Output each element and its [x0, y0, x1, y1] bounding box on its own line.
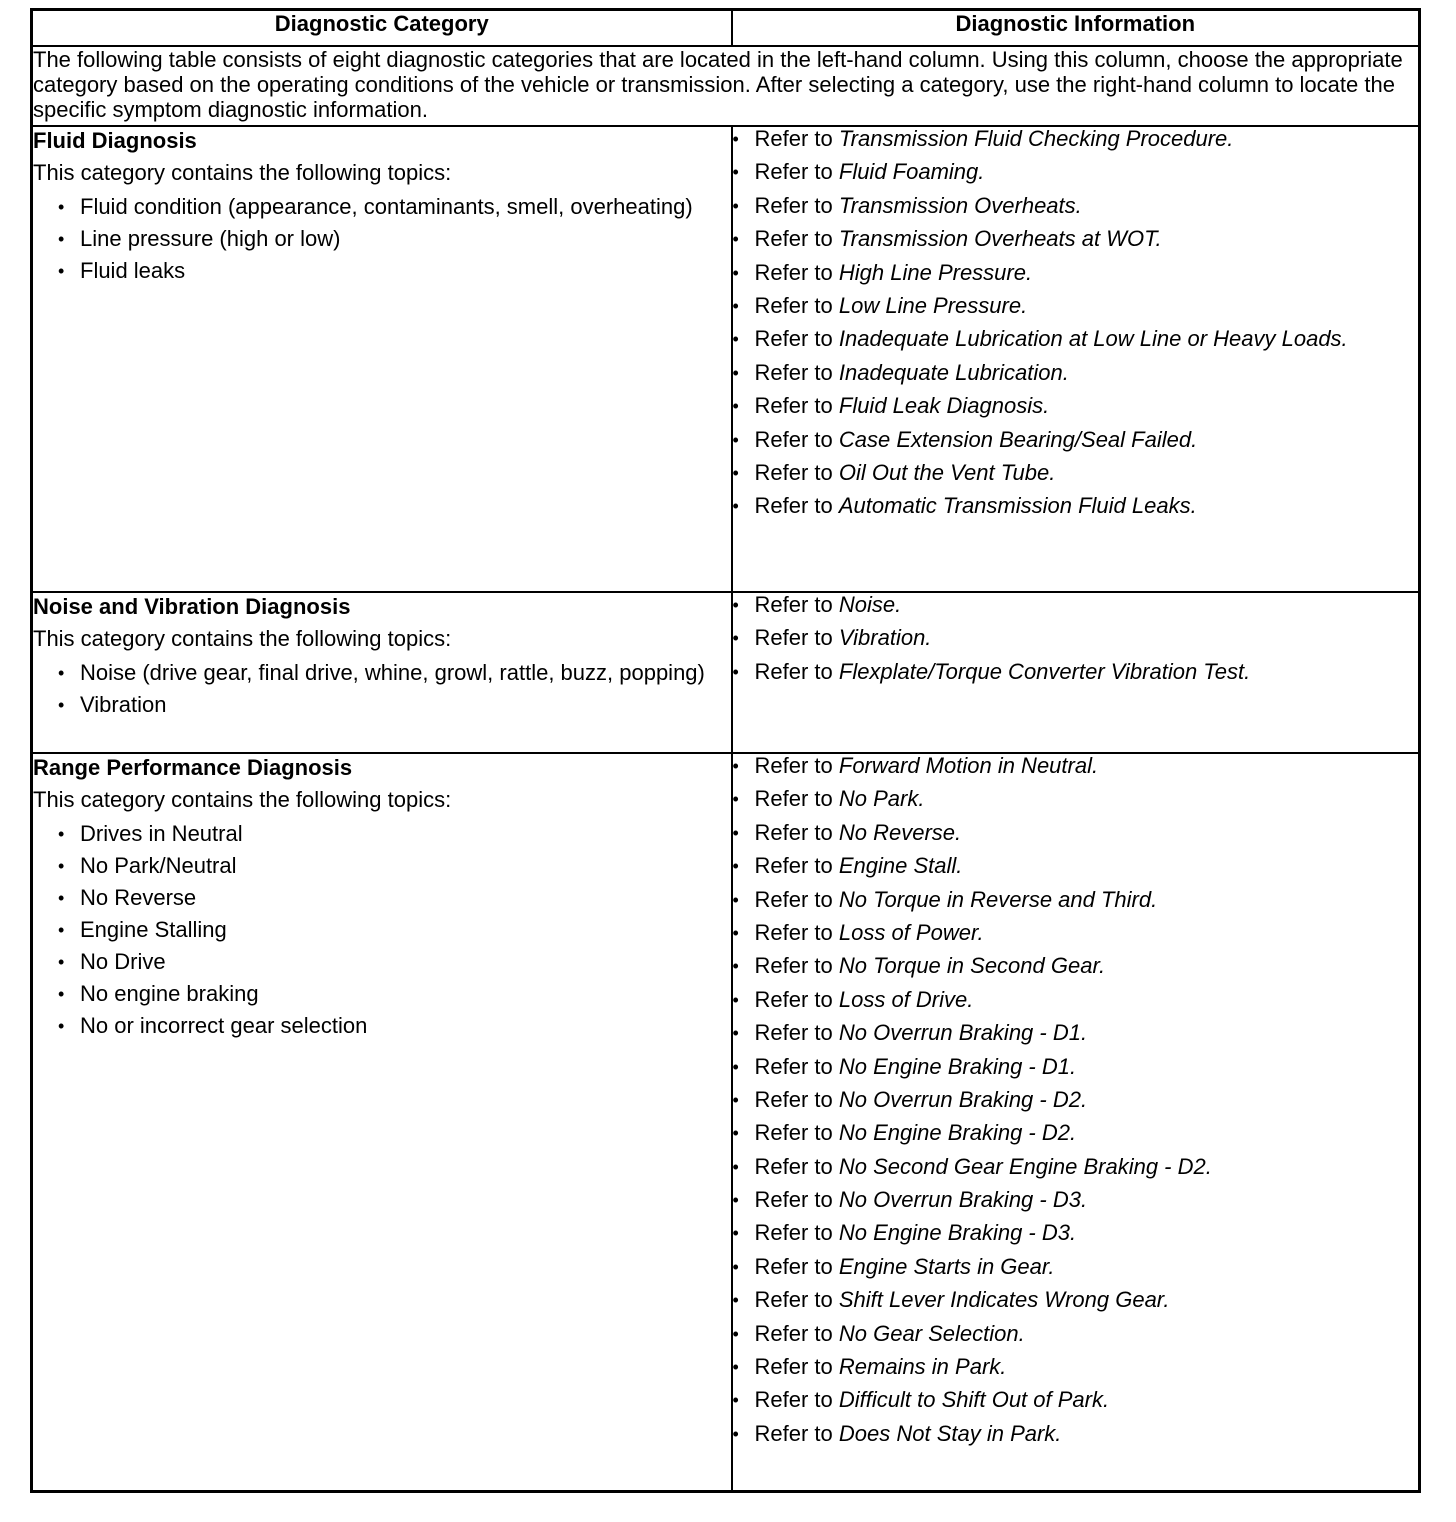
refer-to-prefix: Refer to: [754, 986, 839, 1012]
refer-to-prefix: Refer to: [754, 1020, 839, 1046]
reference-title: No Engine Braking - D1.: [838, 1053, 1077, 1079]
refer-to-prefix: Refer to: [754, 126, 839, 151]
category-row: [32, 592, 1420, 753]
refer-to-prefix: Refer to: [754, 1320, 839, 1346]
header-row: [32, 10, 1420, 47]
category-description: This category contains the following topics:: [33, 160, 452, 185]
refer-to-prefix: Refer to: [754, 658, 839, 684]
refer-to-prefix: Refer to: [754, 359, 839, 385]
reference-item: [733, 1355, 1419, 1379]
reference-list: [733, 127, 1419, 518]
reference-item: [733, 1388, 1419, 1412]
category-title: Fluid Diagnosis: [33, 128, 197, 153]
category-row: [32, 126, 1420, 592]
refer-to-prefix: Refer to: [754, 819, 839, 845]
reference-title: Loss of Power.: [838, 919, 984, 945]
refer-to-prefix: Refer to: [754, 326, 839, 352]
refer-to-prefix: Refer to: [754, 1354, 839, 1380]
category-cell: [32, 592, 732, 753]
refer-to-prefix: Refer to: [754, 625, 839, 651]
reference-title: No Overrun Braking - D3.: [838, 1187, 1088, 1213]
reference-item: [733, 1155, 1419, 1179]
reference-title: Engine Starts in Gear.: [838, 1253, 1055, 1279]
refer-to-prefix: Refer to: [754, 1287, 839, 1313]
reference-title: No Reverse.: [838, 819, 962, 845]
reference-item: [733, 227, 1419, 251]
refer-to-prefix: Refer to: [754, 1153, 839, 1179]
category-title: Noise and Vibration Diagnosis: [33, 594, 351, 619]
topic-item: • Engine Stalling: [58, 918, 731, 942]
category-description: This category contains the following topics:: [33, 626, 452, 651]
reference-title: Automatic Transmission Fluid Leaks.: [838, 493, 1197, 519]
reference-item: [733, 660, 1419, 684]
reference-cell: [732, 753, 1420, 1491]
diagnostic-table: [30, 8, 1421, 1493]
reference-title: No Engine Braking - D3.: [838, 1220, 1077, 1246]
refer-to-prefix: Refer to: [754, 159, 839, 185]
topic-list: [33, 822, 731, 1038]
refer-to-prefix: Refer to: [754, 953, 839, 979]
refer-to-prefix: Refer to: [754, 192, 839, 218]
reference-title: No Overrun Braking - D2.: [838, 1086, 1088, 1112]
reference-item: [733, 194, 1419, 218]
reference-item: [733, 394, 1419, 418]
reference-title: Forward Motion in Neutral.: [838, 753, 1099, 778]
reference-item: [733, 1021, 1419, 1045]
category-title: Range Performance Diagnosis: [33, 755, 353, 780]
refer-to-prefix: Refer to: [754, 919, 839, 945]
topic-item: • No engine braking: [58, 982, 731, 1006]
topic-item: • Noise (drive gear, final drive, whine, growl, rattle, buzz, popping): [58, 661, 731, 685]
reference-item: [733, 494, 1419, 518]
refer-to-prefix: Refer to: [754, 459, 839, 485]
reference-item: [733, 261, 1419, 285]
reference-title: Transmission Fluid Checking Procedure.: [838, 126, 1234, 151]
reference-item: [733, 854, 1419, 878]
refer-to-prefix: Refer to: [754, 292, 839, 318]
reference-item: [733, 1088, 1419, 1112]
refer-to-prefix: Refer to: [754, 1220, 839, 1246]
reference-item: [733, 954, 1419, 978]
topic-item: • No Park/Neutral: [58, 854, 731, 878]
reference-item: [733, 361, 1419, 385]
reference-title: Noise.: [838, 592, 902, 617]
refer-to-prefix: Refer to: [754, 226, 839, 252]
reference-item: [733, 626, 1419, 650]
reference-title: Remains in Park.: [838, 1354, 1007, 1380]
reference-item: [733, 921, 1419, 945]
reference-list: [733, 593, 1419, 684]
refer-to-prefix: Refer to: [754, 592, 839, 617]
category-description: This category contains the following topics:: [33, 787, 452, 812]
intro-row: [32, 46, 1420, 126]
reference-title: Transmission Overheats.: [838, 192, 1082, 218]
reference-item: [733, 294, 1419, 318]
refer-to-prefix: Refer to: [754, 1086, 839, 1112]
topic-item: • Fluid condition (appearance, contaminants, smell, overheating): [58, 195, 731, 219]
reference-cell: [732, 592, 1420, 753]
refer-to-prefix: Refer to: [754, 1387, 839, 1413]
refer-to-prefix: Refer to: [754, 853, 839, 879]
refer-to-prefix: Refer to: [754, 1253, 839, 1279]
category-cell: [32, 126, 732, 592]
reference-title: No Torque in Reverse and Third.: [838, 886, 1158, 912]
reference-title: Oil Out the Vent Tube.: [838, 459, 1056, 485]
reference-title: No Gear Selection.: [838, 1320, 1025, 1346]
reference-item: [733, 754, 1419, 778]
reference-item: [733, 1422, 1419, 1446]
reference-item: [733, 1188, 1419, 1212]
reference-title: Inadequate Lubrication at Low Line or Heavy Loads.: [838, 326, 1348, 352]
reference-list: [733, 754, 1419, 1446]
topic-item: • Line pressure (high or low): [58, 227, 731, 251]
reference-title: No Engine Braking - D2.: [838, 1120, 1077, 1146]
refer-to-prefix: Refer to: [754, 1187, 839, 1213]
refer-to-prefix: Refer to: [754, 1053, 839, 1079]
reference-item: [733, 1221, 1419, 1245]
reference-title: No Overrun Braking - D1.: [838, 1020, 1088, 1046]
refer-to-prefix: Refer to: [754, 886, 839, 912]
reference-title: High Line Pressure.: [838, 259, 1033, 285]
refer-to-prefix: Refer to: [754, 426, 839, 452]
intro-text: The following table consists of eight diagnostic categories that are located in the left-hand column. Using this column, choose the appropriate category based on the operating conditions of the vehicle or transmission. After selecting a category, use the right-hand column to locate the specific symptom diagnostic information.: [32, 46, 1420, 126]
reference-item: [733, 787, 1419, 811]
header-diagnostic-information: Diagnostic Information: [732, 10, 1420, 47]
reference-title: Fluid Leak Diagnosis.: [838, 393, 1050, 419]
reference-item: [733, 593, 1419, 617]
reference-title: Does Not Stay in Park.: [838, 1420, 1062, 1446]
reference-title: Difficult to Shift Out of Park.: [838, 1387, 1110, 1413]
refer-to-prefix: Refer to: [754, 1420, 839, 1446]
refer-to-prefix: Refer to: [754, 1120, 839, 1146]
reference-title: Flexplate/Torque Converter Vibration Test.: [838, 658, 1251, 684]
topic-item: • Vibration: [58, 693, 731, 717]
refer-to-prefix: Refer to: [754, 393, 839, 419]
reference-item: [733, 1055, 1419, 1079]
topic-item: • Fluid leaks: [58, 259, 731, 283]
reference-cell: [732, 126, 1420, 592]
topic-item: • No Drive: [58, 950, 731, 974]
reference-item: [733, 888, 1419, 912]
reference-item: [733, 428, 1419, 452]
category-row: [32, 753, 1420, 1491]
topic-item: • No or incorrect gear selection: [58, 1014, 731, 1038]
reference-title: No Second Gear Engine Braking - D2.: [838, 1153, 1212, 1179]
category-cell: [32, 753, 732, 1491]
reference-title: Case Extension Bearing/Seal Failed.: [838, 426, 1198, 452]
reference-title: Low Line Pressure.: [838, 292, 1028, 318]
reference-item: [733, 461, 1419, 485]
reference-title: Fluid Foaming.: [838, 159, 985, 185]
refer-to-prefix: Refer to: [754, 493, 839, 519]
reference-title: Engine Stall.: [838, 853, 963, 879]
reference-item: [733, 327, 1419, 351]
reference-item: [733, 1255, 1419, 1279]
topic-item: • No Reverse: [58, 886, 731, 910]
reference-title: Shift Lever Indicates Wrong Gear.: [838, 1287, 1170, 1313]
topic-list: [33, 195, 731, 283]
reference-title: Transmission Overheats at WOT.: [838, 226, 1162, 252]
reference-item: [733, 160, 1419, 184]
reference-item: [733, 821, 1419, 845]
reference-item: [733, 127, 1419, 151]
header-diagnostic-category: Diagnostic Category: [32, 10, 732, 47]
reference-item: [733, 988, 1419, 1012]
refer-to-prefix: Refer to: [754, 786, 839, 812]
reference-title: Inadequate Lubrication.: [838, 359, 1069, 385]
reference-title: Loss of Drive.: [838, 986, 974, 1012]
topic-item: • Drives in Neutral: [58, 822, 731, 846]
reference-title: No Torque in Second Gear.: [838, 953, 1106, 979]
reference-title: Vibration.: [838, 625, 932, 651]
topic-list: [33, 661, 731, 717]
reference-item: [733, 1121, 1419, 1145]
refer-to-prefix: Refer to: [754, 753, 839, 778]
reference-item: [733, 1288, 1419, 1312]
reference-item: [733, 1322, 1419, 1346]
refer-to-prefix: Refer to: [754, 259, 839, 285]
reference-title: No Park.: [838, 786, 925, 812]
